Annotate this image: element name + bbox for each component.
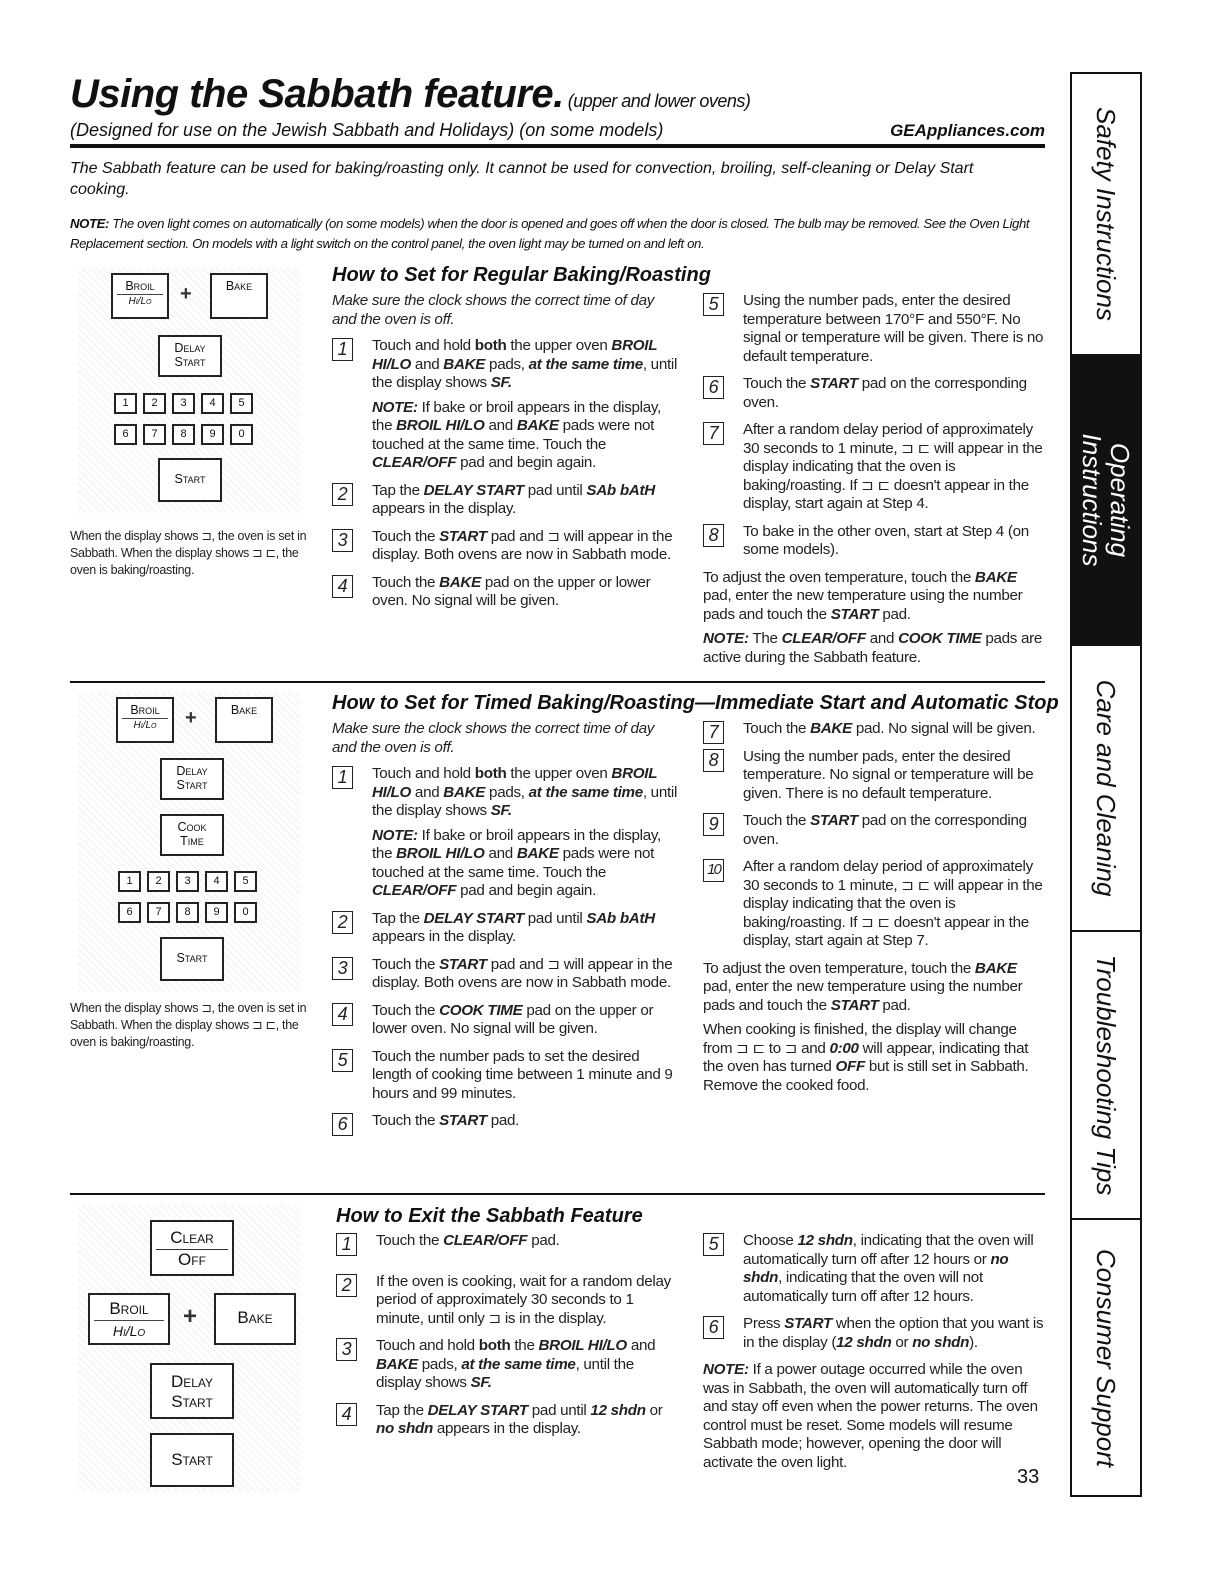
- section-title-exit-sabbath: How to Exit the Sabbath Feature: [336, 1205, 643, 1227]
- bake-pad: Bake: [215, 697, 273, 743]
- step-8: 8 Using the number pads, enter the desired temperature. No signal or temperature will be given. There is no default temperature.: [703, 748, 1048, 804]
- number-pad-1: 1: [114, 393, 137, 414]
- number-pad-2: 2: [147, 871, 170, 892]
- timed-baking-left-column: Make sure the clock shows the correct time of day and the oven is off. 1 Touch and hold both the upper oven BROIL HI/LO and BAKE pads, at the same time, until the display shows SF. NOTE: If bake or broil appears in the display, the BROIL HI/LO and BAKE pads were not touched at the same time. Touch the CLEAR/OFF pad and begin again. 2 Tap the DELAY START pad until SAb bAtH appears in the display. 3 Touch the START pad and ⊐ will appear in the display. Both ovens are now in Sabbath mode. 4 Touch the COOK TIME pad on the upper or lower oven. No signal will be given. 5 Touch the number pads to set the desired length of cooking time between 1 minute and 9 hours and 99 minutes. 6 Touch the START pad.: [332, 720, 680, 1140]
- number-pad-8: 8: [176, 902, 199, 923]
- bake-pad: Bake: [214, 1293, 296, 1345]
- page-title: Using the Sabbath feature. (upper and lower ovens): [70, 72, 751, 116]
- number-pad-0: 0: [230, 424, 253, 445]
- regular-baking-left-column: Make sure the clock shows the correct time of day and the oven is off. 1 Touch and hold both the upper oven BROIL HI/LO and BAKE pads, at the same time, until the display shows SF. NOTE: If bake or broil appears in the display, the BROIL HI/LO and BAKE pads were not touched at the same time. Touch the CLEAR/OFF pad and begin again. 2 Tap the DELAY START pad until SAb bAtH appears in the display. 3 Touch the START pad and ⊐ will appear in the display. Both ovens are now in Sabbath mode. 4 Touch the BAKE pad on the upper or lower oven. No signal will be given.: [332, 292, 680, 620]
- step-5: 5 Using the number pads, enter the desired temperature between 170°F and 550°F. No signal or temperature will be given. There is no default temperature.: [703, 292, 1048, 366]
- page-subtitle: (Designed for use on the Jewish Sabbath and Holidays) (on some models): [70, 120, 664, 140]
- intro-text: The Sabbath feature can be used for baking/roasting only. It cannot be used for convection, broiling, self-cleaning or Delay Start cooking.: [70, 160, 974, 198]
- step-3: 3 Touch the START pad and ⊐ will appear in the display. Both ovens are now in Sabbath mode.: [332, 528, 680, 565]
- step-2: 2 Tap the DELAY START pad until SAb bAtH appears in the display.: [332, 910, 680, 947]
- plus-sign: +: [183, 1303, 198, 1330]
- step-6: 6 Touch the START pad on the corresponding oven.: [703, 375, 1048, 412]
- timed-baking-right-column: [703, 720, 1048, 1101]
- website-link[interactable]: GEAppliances.com: [890, 121, 1045, 140]
- step-7: 7 Touch the BAKE pad. No signal will be given.: [703, 720, 1048, 739]
- bake-pad: Bake: [210, 273, 268, 319]
- adjust-temperature-text: To adjust the oven temperature, touch the BAKE pad, enter the new temperature using the number pads and touch the START pad.: [703, 959, 1023, 1014]
- sabbath-active-pads-note: NOTE: The CLEAR/OFF and COOK TIME pads are active during the Sabbath feature.: [703, 630, 1043, 666]
- number-pad-2: 2: [143, 393, 166, 414]
- number-pad-8: 8: [172, 424, 195, 445]
- section-title-timed-baking: How to Set for Timed Baking/Roasting—Immediate Start and Automatic Stop: [332, 692, 1059, 714]
- step-4: 4 Touch the COOK TIME pad on the upper or lower oven. No signal will be given.: [332, 1002, 680, 1039]
- step-10: 10 After a random delay period of approximately 30 seconds to 1 minute, ⊐ ⊏ will appear in the display indicating that the oven is baking/roasting. If ⊐ ⊏ doesn't appear in the display, start again at Step 7.: [703, 858, 1048, 951]
- regular-baking-right-column: [703, 292, 1048, 673]
- tab-care-and-cleaning[interactable]: Care and Cleaning: [1072, 646, 1140, 932]
- step-3: 3 Touch the START pad and ⊐ will appear in the display. Both ovens are now in Sabbath mode.: [332, 956, 680, 993]
- step-6: 6 Press START when the option that you want is in the display (12 shdn or no shdn).: [703, 1315, 1048, 1352]
- number-pad-5: 5: [234, 871, 257, 892]
- step-1: 1 Touch and hold both the upper oven BROIL HI/LO and BAKE pads, at the same time, until the display shows SF. NOTE: If bake or broil appears in the display, the BROIL HI/LO and BAKE pads were not touched at the same time. Touch the CLEAR/OFF pad and begin again.: [332, 765, 680, 901]
- section-title-regular-baking: How to Set for Regular Baking/Roasting: [332, 264, 711, 286]
- clear-off-pad: Clear Off: [150, 1220, 234, 1276]
- number-pad-7: 7: [143, 424, 166, 445]
- step-1: 1 Touch and hold both the upper oven BROIL HI/LO and BAKE pads, at the same time, until the display shows SF. NOTE: If bake or broil appears in the display, the BROIL HI/LO and BAKE pads were not touched at the same time. Touch the CLEAR/OFF pad and begin again.: [332, 337, 680, 473]
- start-pad: Start: [160, 937, 224, 981]
- sabbath-display-caption-1: When the display shows ⊐, the oven is set in Sabbath. When the display shows ⊐ ⊏, the oven is baking/roasting.: [70, 529, 307, 577]
- exit-sabbath-right-column: [703, 1232, 1048, 1478]
- adjust-temperature-text: To adjust the oven temperature, touch the BAKE pad, enter the new temperature using the number pads and touch the START pad.: [703, 568, 1023, 623]
- broil-hi-lo-pad: Broil Hi/Lo: [116, 697, 174, 743]
- number-pad-3: 3: [176, 871, 199, 892]
- step-4: 4 Tap the DELAY START pad until 12 shdn or no shdn appears in the display.: [336, 1402, 680, 1439]
- number-pad-1: 1: [118, 871, 141, 892]
- step-6: 6 Touch the START pad.: [332, 1112, 680, 1131]
- number-pad-4: 4: [205, 871, 228, 892]
- header-divider: [70, 144, 1045, 148]
- number-pad-5: 5: [230, 393, 253, 414]
- step-5: 5 Touch the number pads to set the desired length of cooking time between 1 minute and 9 hours and 99 minutes.: [332, 1048, 680, 1104]
- number-pad-6: 6: [114, 424, 137, 445]
- broil-hi-lo-pad: Broil Hi/Lo: [111, 273, 169, 319]
- exit-sabbath-left-column: [336, 1232, 680, 1448]
- control-panel-illustration-3: [78, 1205, 300, 1492]
- broil-hi-lo-pad: Broil Hi/Lo: [88, 1293, 170, 1345]
- plus-sign: +: [185, 707, 197, 729]
- delay-start-pad: Delay Start: [158, 335, 222, 377]
- step-2: 2 Tap the DELAY START pad until SAb bAtH appears in the display.: [332, 482, 680, 519]
- step-5: 5 Choose 12 shdn, indicating that the oven will automatically turn off after 12 hours or no shdn, indicating that the oven will not automatically turn off after 12 hours.: [703, 1232, 1048, 1306]
- step-2: 2 If the oven is cooking, wait for a random delay period of approximately 30 seconds to 1 minute, until only ⊐ is in the display.: [336, 1273, 680, 1329]
- cook-time-pad: Cook Time: [160, 814, 224, 856]
- title-suffix: (upper and lower ovens): [567, 91, 751, 111]
- step-7: 7 After a random delay period of approximately 30 seconds to 1 minute, ⊐ ⊏ will appear in the display indicating that the oven is baking/roasting. If ⊐ ⊏ doesn't appear in the display, start again at Step 4.: [703, 421, 1048, 514]
- delay-start-pad: Delay Start: [160, 758, 224, 800]
- step-9: 9 Touch the START pad on the corresponding oven.: [703, 812, 1048, 849]
- number-pad-9: 9: [201, 424, 224, 445]
- number-pad-0: 0: [234, 902, 257, 923]
- tab-consumer-support[interactable]: Consumer Support: [1091, 1248, 1121, 1467]
- step-8: 8 To bake in the other oven, start at Step 4 (on some models).: [703, 523, 1048, 560]
- start-pad: Start: [158, 458, 222, 502]
- step-1: 1 Touch the CLEAR/OFF pad.: [336, 1232, 680, 1251]
- section-divider-1: [70, 681, 1045, 683]
- step-3: 3 Touch and hold both the BROIL HI/LO and BAKE pads, at the same time, until the display shows SF.: [336, 1337, 680, 1393]
- number-pad-6: 6: [118, 902, 141, 923]
- tab-safety-instructions[interactable]: Safety Instructions: [1072, 74, 1140, 356]
- plus-sign: +: [180, 283, 192, 305]
- control-panel-illustration-1: [78, 268, 300, 513]
- power-outage-note: NOTE: If a power outage occurred while the oven was in Sabbath, the oven will automatically turn off and stay off even when the power returns. The oven control must be reset. Some models will resume Sabbath mode; however, opening the door will activate the oven light.: [703, 1361, 1038, 1471]
- sabbath-display-caption-2: When the display shows ⊐, the oven is set in Sabbath. When the display shows ⊐ ⊏, the oven is baking/roasting.: [70, 1001, 307, 1049]
- number-pad-9: 9: [205, 902, 228, 923]
- delay-start-pad: Delay Start: [150, 1363, 234, 1419]
- page-number: 33: [1017, 1466, 1040, 1488]
- top-note: NOTE: The oven light comes on automatically (on some models) when the door is opened and goes off when the door is closed. The bulb may be removed. See the Oven Light Replacement section. On models with a light switch on the control panel, the oven light may be turned on and left on.: [70, 216, 1030, 251]
- start-pad: Start: [150, 1433, 234, 1487]
- number-pad-7: 7: [147, 902, 170, 923]
- number-pad-3: 3: [172, 393, 195, 414]
- section-divider-2: [70, 1193, 1045, 1195]
- tab-troubleshooting-tips[interactable]: Troubleshooting Tips: [1072, 932, 1140, 1220]
- step-4: 4 Touch the BAKE pad on the upper or lower oven. No signal will be given.: [332, 574, 680, 611]
- cooking-finished-text: When cooking is finished, the display will change from ⊐ ⊏ to ⊐ and 0:00 will appear, indicating that the oven has turned OFF but is still set in Sabbath. Remove the cooked food.: [703, 1021, 1029, 1094]
- section-tabs: [1070, 72, 1142, 1497]
- control-panel-illustration-2: [78, 692, 300, 992]
- number-pad-4: 4: [201, 393, 224, 414]
- tab-operating-instructions[interactable]: Operating Instructions: [1072, 356, 1140, 646]
